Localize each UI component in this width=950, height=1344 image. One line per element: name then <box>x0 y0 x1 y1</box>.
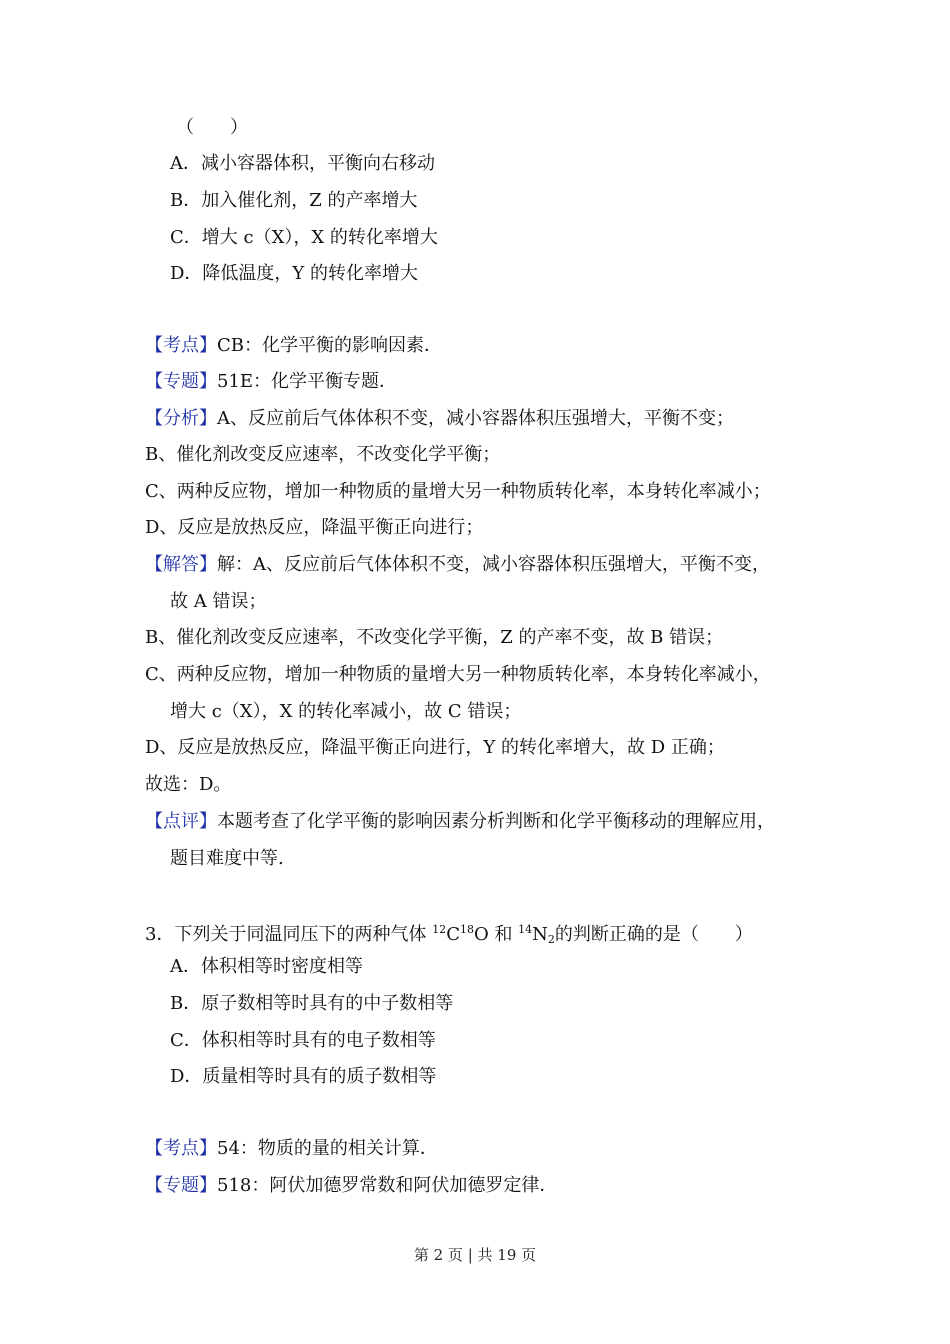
q3-option-c: C．体积相等时具有的电子数相等 <box>170 1030 436 1051</box>
q3-option-d: D．质量相等时具有的质子数相等 <box>170 1066 437 1087</box>
q3-stem-prefix: 3．下列关于同温同压下的两种气体 <box>145 924 433 945</box>
jieda-line: 故选：D。 <box>145 774 232 795</box>
q2-answer-paren: （ ） <box>176 117 248 138</box>
zhuanti-text: 51E：化学平衡专题． <box>217 371 398 392</box>
page-footer: 第 2 页 | 共 19 页 <box>413 1246 537 1264</box>
dianping-line: 题目难度中等. <box>170 848 284 869</box>
fenxi-line: D、反应是放热反应，降温平衡正向进行； <box>145 517 484 538</box>
q2-jieda <box>145 553 770 577</box>
q2-option-c: C．增大 c（X），X 的转化率增大 <box>170 227 438 248</box>
jieda-line: C、两种反应物，增加一种物质的量增大另一种物质转化率，本身转化率减小， <box>145 664 771 685</box>
q2-zhuanti <box>145 370 397 394</box>
q3-stem-suffix: 的判断正确的是（ ） <box>554 924 753 945</box>
kaodian-text: 54：物质的量的相关计算． <box>217 1138 438 1159</box>
element-symbol: N <box>532 924 548 945</box>
q3-kaodian <box>145 1137 438 1161</box>
fenxi-line: A、反应前后气体体积不变，减小容器体积压强增大，平衡不变； <box>217 408 734 429</box>
q2-kaodian <box>145 334 442 358</box>
isotope-superscript: 12 <box>432 923 447 936</box>
jieda-line: 故 A 错误； <box>170 591 267 612</box>
zhuanti-text: 518：阿伏加德罗常数和阿伏加德罗定律． <box>217 1175 558 1196</box>
dianping-tag: 【点评】 <box>145 811 217 832</box>
q3-stem-mid: O 和 <box>473 924 519 945</box>
kaodian-tag: 【考点】 <box>145 1138 217 1159</box>
q3-option-a: A．体积相等时密度相等 <box>170 956 363 977</box>
q2-dianping <box>145 810 775 834</box>
kaodian-text: CB：化学平衡的影响因素． <box>217 335 442 356</box>
dianping-line: 本题考查了化学平衡的影响因素分析判断和化学平衡移动的理解应用， <box>217 811 775 832</box>
fenxi-line: C、两种反应物，增加一种物质的量增大另一种物质转化率，本身转化率减小； <box>145 481 771 502</box>
q2-fenxi <box>145 407 734 431</box>
isotope-superscript: 14 <box>518 923 533 936</box>
subscript: 2 <box>547 933 555 946</box>
q3-zhuanti <box>145 1174 557 1198</box>
fenxi-line: B、催化剂改变反应速率，不改变化学平衡； <box>145 444 501 465</box>
jieda-line: 增大 c（X），X 的转化率减小，故 C 错误； <box>170 701 522 722</box>
q3-stem <box>145 918 753 952</box>
kaodian-tag: 【考点】 <box>145 335 217 356</box>
jieda-tag: 【解答】 <box>145 554 217 575</box>
q2-option-d: D．降低温度，Y 的转化率增大 <box>170 263 419 284</box>
jieda-line: D、反应是放热反应，降温平衡正向进行，Y 的转化率增大，故 D 正确； <box>145 737 725 758</box>
q2-option-b: B．加入催化剂，Z 的产率增大 <box>170 190 418 211</box>
zhuanti-tag: 【专题】 <box>145 371 217 392</box>
jieda-line: B、催化剂改变反应速率，不改变化学平衡，Z 的产率不变，故 B 错误； <box>145 627 724 648</box>
isotope-superscript: 18 <box>459 923 474 936</box>
jieda-line: 解：A、反应前后气体体积不变，减小容器体积压强增大，平衡不变， <box>217 554 770 575</box>
element-symbol: C <box>446 924 460 945</box>
fenxi-tag: 【分析】 <box>145 408 217 429</box>
q2-option-a: A．减小容器体积，平衡向右移动 <box>170 153 435 174</box>
q3-option-b: B．原子数相等时具有的中子数相等 <box>170 993 454 1014</box>
zhuanti-tag: 【专题】 <box>145 1175 217 1196</box>
